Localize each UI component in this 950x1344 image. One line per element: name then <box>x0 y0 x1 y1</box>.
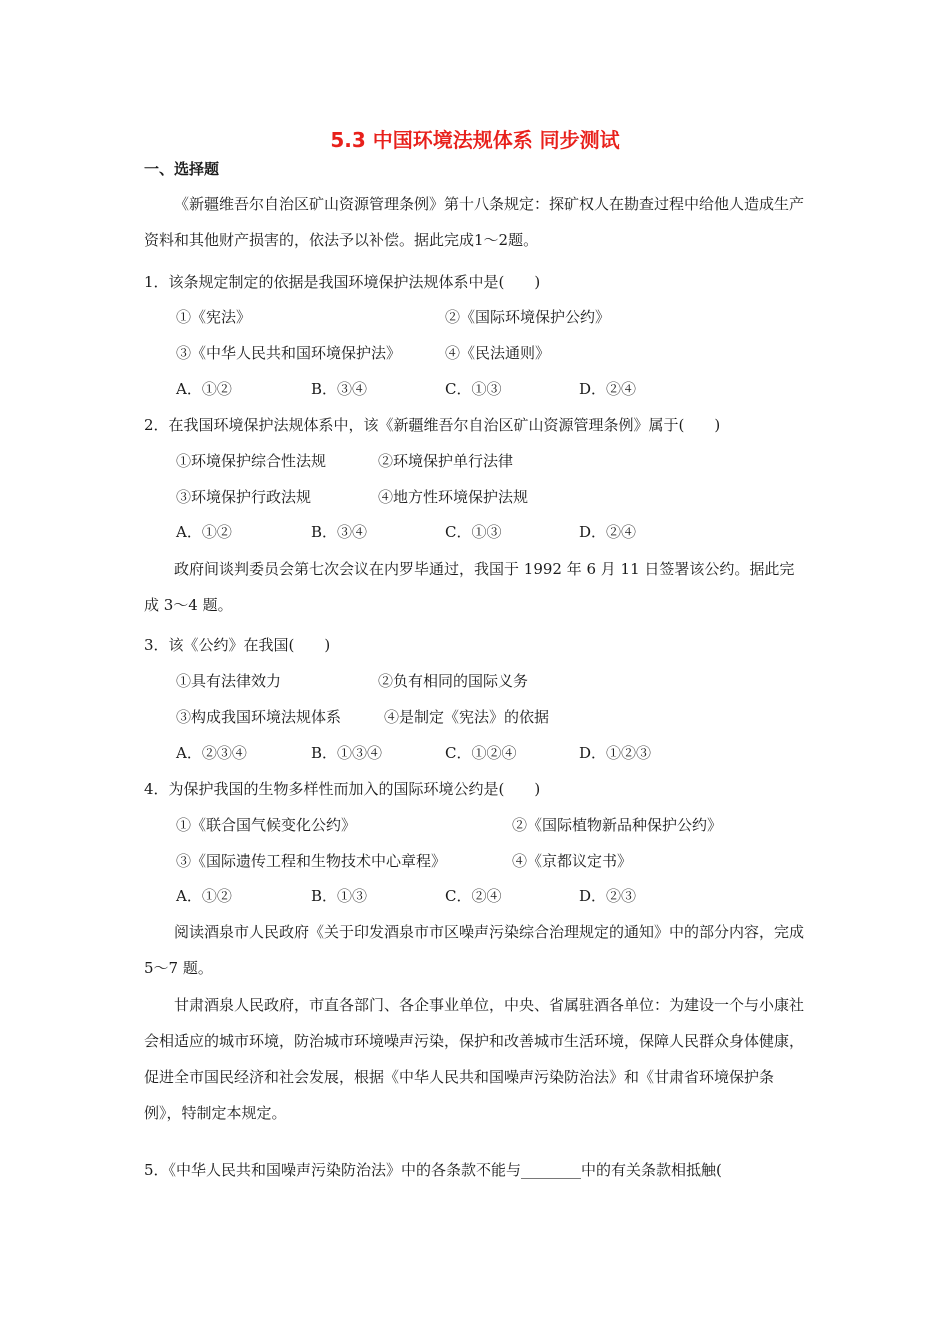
q1-item-4: ④《民法通则》 <box>445 344 551 362</box>
q3-choice-c: C．①②④ <box>445 744 517 762</box>
page-title: 5.3 中国环境法规体系 同步测试 <box>330 128 620 152</box>
q3-item-2: ②负有相同的国际义务 <box>378 672 529 690</box>
q4-item-3: ③《国际遗传工程和生物技术中心章程》 <box>176 852 447 870</box>
q3-choice-b: B．①③④ <box>311 744 383 762</box>
q4-item-4: ④《京都议定书》 <box>512 852 633 870</box>
question-5-stem: 5．《中华人民共和国噪声污染防治法》中的各条款不能与________中的有关条款相抵触( <box>144 1161 722 1179</box>
question-2-stem: 2．在我国环境保护法规体系中，该《新疆维吾尔自治区矿山资源管理条例》属于( ) <box>144 416 721 434</box>
q3-item-3: ③构成我国环境法规体系 <box>176 708 342 726</box>
q4-item-1: ①《联合国气候变化公约》 <box>176 816 357 834</box>
q1-item-2: ②《国际环境保护公约》 <box>445 308 611 326</box>
q1-choice-a: A．①② <box>176 380 232 398</box>
q3-item-4: ④是制定《宪法》的依据 <box>384 708 550 726</box>
q3-choice-d: D．①②③ <box>579 744 652 762</box>
passage-2: 政府间谈判委员会第七次会议在内罗毕通过，我国于 1992 年 6 月 11 日签署该公约。据此完成 3～4 题。 <box>144 560 795 614</box>
q4-choice-a: A．①② <box>176 887 232 905</box>
q1-choice-c: C．①③ <box>445 380 502 398</box>
question-1-stem: 1．该条规定制定的依据是我国环境保护法规体系中是( ) <box>144 273 541 291</box>
q2-item-3: ③环境保护行政法规 <box>176 488 312 506</box>
q4-choice-c: C．②④ <box>445 887 502 905</box>
q2-item-4: ④地方性环境保护法规 <box>378 488 529 506</box>
q2-choice-c: C．①③ <box>445 523 502 541</box>
q1-choice-d: D．②④ <box>579 380 637 398</box>
q2-choice-b: B．③④ <box>311 523 368 541</box>
passage-3: 阅读酒泉市人民政府《关于印发酒泉市市区噪声污染综合治理规定的通知》中的部分内容，完成 5～7 题。 <box>144 923 805 977</box>
section-heading: 一、选择题 <box>144 160 220 178</box>
q3-choice-a: A．②③④ <box>176 744 247 762</box>
q2-item-1: ①环境保护综合性法规 <box>176 452 327 470</box>
q1-item-1: ①《宪法》 <box>176 308 252 326</box>
passage-1: 《新疆维吾尔自治区矿山资源管理条例》第十八条规定：探矿权人在勘查过程中给他人造成生产资料和其他财产损害的，依法予以补偿。据此完成1～2题。 <box>144 195 805 249</box>
q1-choice-b: B．③④ <box>311 380 368 398</box>
q1-item-3: ③《中华人民共和国环境保护法》 <box>176 344 402 362</box>
q2-choice-a: A．①② <box>176 523 232 541</box>
q4-choice-d: D．②③ <box>579 887 637 905</box>
q2-choice-d: D．②④ <box>579 523 637 541</box>
q2-item-2: ②环境保护单行法律 <box>378 452 514 470</box>
q3-item-1: ①具有法律效力 <box>176 672 282 690</box>
q4-item-2: ②《国际植物新品种保护公约》 <box>512 816 723 834</box>
question-4-stem: 4．为保护我国的生物多样性而加入的国际环境公约是( ) <box>144 780 541 798</box>
passage-4: 甘肃酒泉人民政府，市直各部门、各企事业单位，中央、省属驻酒各单位：为建设一个与小康社会相适应的城市环境，防治城市环境噪声污染，保护和改善城市生活环境，保障人民群众身体健康，促进全市国民经济和社会发展，根据《中华人民共和国噪声污染防治法》和《甘肃省环境保护条例》，特制定本规定。 <box>144 996 805 1122</box>
question-3-stem: 3．该《公约》在我国( ) <box>144 636 331 654</box>
q4-choice-b: B．①③ <box>311 887 368 905</box>
